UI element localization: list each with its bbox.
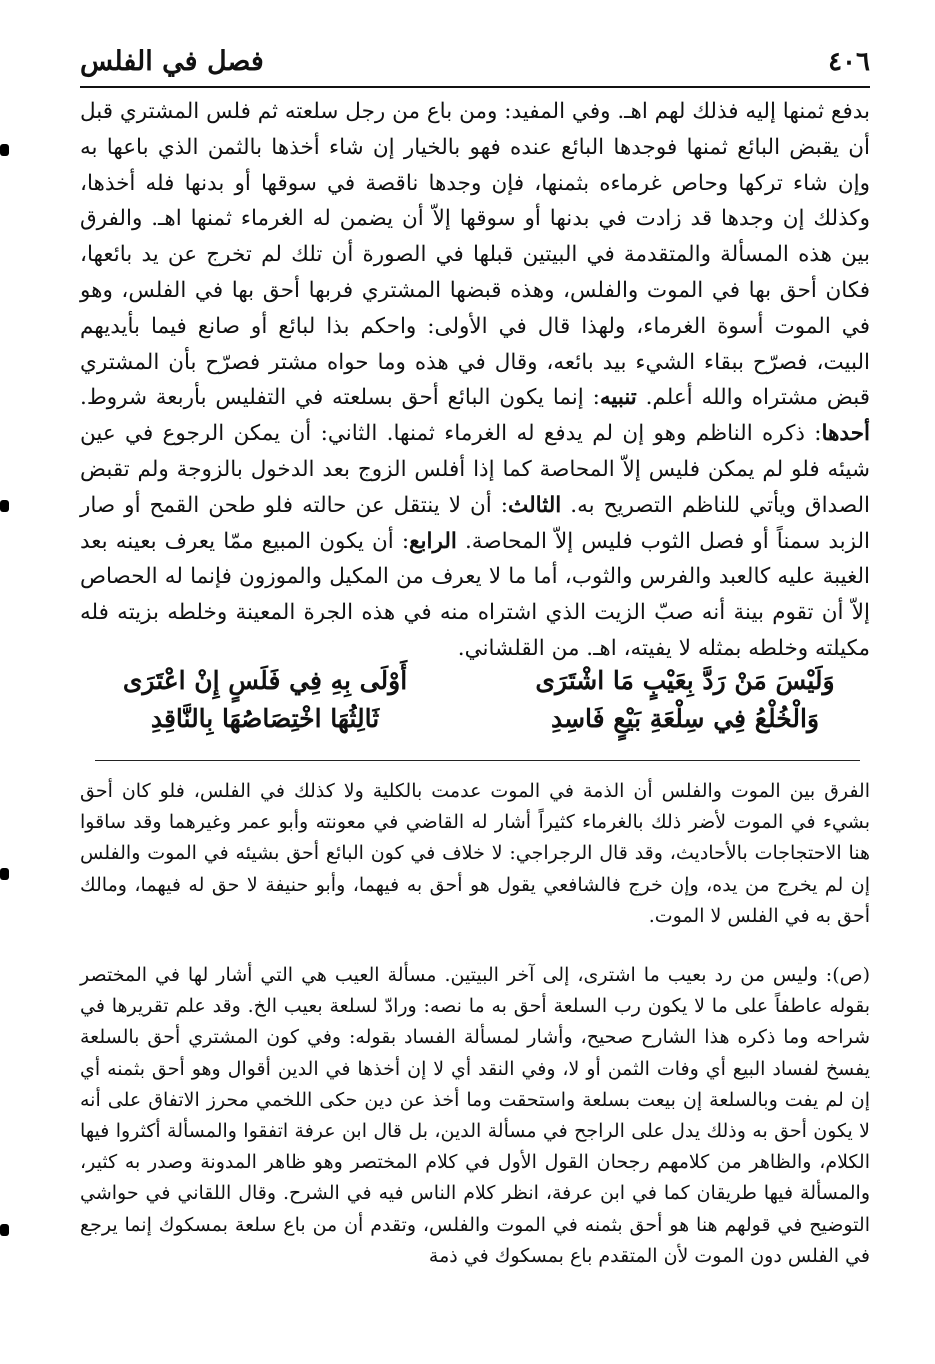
footnote-paragraph: (ص): وليس من رد بعيب ما اشترى، إلى آخر البيتين. مسألة العيب هي التي أشار لها في المختصر بقوله عاطفاً على ما لا يكون رب السلعة أحق به ما نصه: ورادّ لسلعة بعيب الخ. وقد علم تقريرها في شراحه وما ذكره هذا الشارح صحيح، وأشار لمسألة الفساد بقوله: وفي كون المشتري أحق بالسلعة يفسخ لفساد البيع أي وفات الثمن أو لا، وفي النقد أي لا إن أخذها في الدين أقوال وهو أحق بثمنه أي إن لم يفت وبالسلعة إن بيعت بسلعة واستحقت وما أخذ عن دين حكى اللخمي محرز الاتفاق على أنه لا يكون أحق به وذلك يدل على الراجح في مسألة الدين، بل قال ابن عرفة اتفقوا والمسألة أكثروا فيها الكلام، والظاهر من كلامهم رجحان القول الأول في كلام المختصر وهو ظاهر المدونة وصدر به كثير، والمسألة فيها طريقان كما في ابن عرفة، انظر كلام الناس فيه في الشرح. وقال اللقاني في حواشي التوضيح في قولهم هنا هو أحق بثمنه في الموت والفلس، وتقدم أن من باع سلعة بمسكوك إنما يرجع في الفلس دون الموت لأن المتقدم باع بمسكوك في ذمة: [80, 964, 871, 1267]
label-rabi: الرابع: [409, 528, 457, 554]
main-paragraph: [80, 94, 870, 667]
main-text: [80, 94, 870, 667]
footnotes: [80, 776, 870, 1272]
main-text-segment: بدفع ثمنها إليه فذلك لهم اهـ. وفي المفيد: ومن باع من رجل سلعته ثم فلس المشتري قبل أن يقبض البائع ثمنها فوجدها البائع عنده فهو بالخيار إن شاء أخذها بالثمن الذي باعها به وإن شاء تركها وحاص غرماءه بثمنها، فإن وجدها ناقصة في سوقها أو بدنها فله أخذها، وكذلك إن وجدها قد زادت في بدنها أو سوقها إلاّ أن يضمن له الغرماء ثمنها اهـ. والفرق بين هذه المسألة والمتقدمة في البيتين قبلها في الصورة أن تلك لم تخرج عن يد بائعها، فكان أحق بها في الموت والفلس، وهذه قبضها المشتري فربها أحق بها في الفلس، وهو في الموت أسوة الغرماء، ولهذا قال في الأولى: واحكم بذا لبائع أو صانع فيما بأيديهم البيت، فصرّح ببقاء الشيء بيد بائعه، وقال في هذه وما حواه مشتر فصرّح بأن المشتري قبض مشتراه والله أعلم.: [80, 99, 870, 411]
verse-line: [80, 700, 870, 738]
verse-first-hemistich: وَالْخُلْعُ فِي سِلْعَةِ بَيْعٍ فَاسِدِ: [550, 704, 820, 733]
verse-first-hemistich: وَلَيْسَ مَنْ رَدَّ بِعَيْبٍ مَا اشْتَرَى: [535, 666, 835, 695]
main-text-segment: : ذكره الناظم وهو إن لم يدفع له الغرماء ثمنها. الثاني: أن يمكن الرجوع في عين شيئه فلو لم يمكن فليس إلاّ المحاصة كما إذا أفلس الزوج بعد الدخول بالزوجة ولم تقبض الصداق ويأتي للناظم التصريح به.: [80, 421, 870, 518]
label-ahaduha: أحدها: [821, 421, 870, 447]
main-text-segment: : إنما يكون البائع أحق بسلعته في التفليس بأربعة شروط.: [80, 385, 600, 411]
verse-second-hemistich: أَوْلَى بِهِ فِي فَلَسٍ إِنْ اعْتَرَى: [122, 666, 408, 695]
poem-verses: [80, 662, 870, 738]
header-rule: [80, 86, 870, 88]
scan-edge-mark: [0, 500, 9, 512]
scan-edge-mark: [0, 868, 9, 880]
footnote-separator: [95, 760, 860, 761]
main-text-segment: : أن يكون المبيع ممّا يعرف بعينه بعد الغيبة عليه كالعبد والفرس والثوب، أما ما لا يعرف من المكيل والموزون فإنما له الحصاص إلاّ أن تقوم بينة أنه صبّ الزيت الذي اشتراه منه في هذه الجرة المعينة وخلطه بزيته فله مكيلته وخلطه بمثله لا يفيته، اهـ. من القلشاني.: [80, 528, 870, 661]
label-tanbih: تنبيه: [599, 385, 637, 411]
verse-line: [80, 662, 870, 700]
footnote-paragraph: الفرق بين الموت والفلس أن الذمة في الموت عدمت بالكلية ولا كذلك في الفلس، فلو كان أحق بشيء في الموت لأضر ذلك بالغرماء كثيراً أشار له القاضي في معونته وأبو عمر وغيرهما وقد ساقوا هنا الاحتجاجات بالأحاديث، وقد قال الرجراجي: لا خلاف في كون البائع أحق بشيئه في الموت والفلس إن لم يخرج من يده، وإن خرج فالشافعي يقول هو أحق به فيهما، وأبو حنيفة لا حق له فيهما، ومالك أحق به في الفلس لا الموت.: [80, 780, 870, 927]
verse-second-hemistich: ثَالِثُهَا اخْتِصَاصُهَا بِالنَّاقِدِ: [150, 704, 380, 733]
label-thalith: الثالث: [508, 492, 562, 518]
scan-edge-mark: [0, 144, 9, 156]
page-number: ٤٠٦: [828, 47, 870, 77]
main-text-segment: : أن لا ينتقل عن حالته فلو طحن القمح أو صار الزبد سمناً أو فصل الثوب فليس إلاّ المحاصة.: [80, 492, 870, 554]
page-header: [80, 44, 870, 88]
scan-edge-mark: [0, 1224, 9, 1236]
running-title: فصل في الفلس: [80, 46, 264, 77]
